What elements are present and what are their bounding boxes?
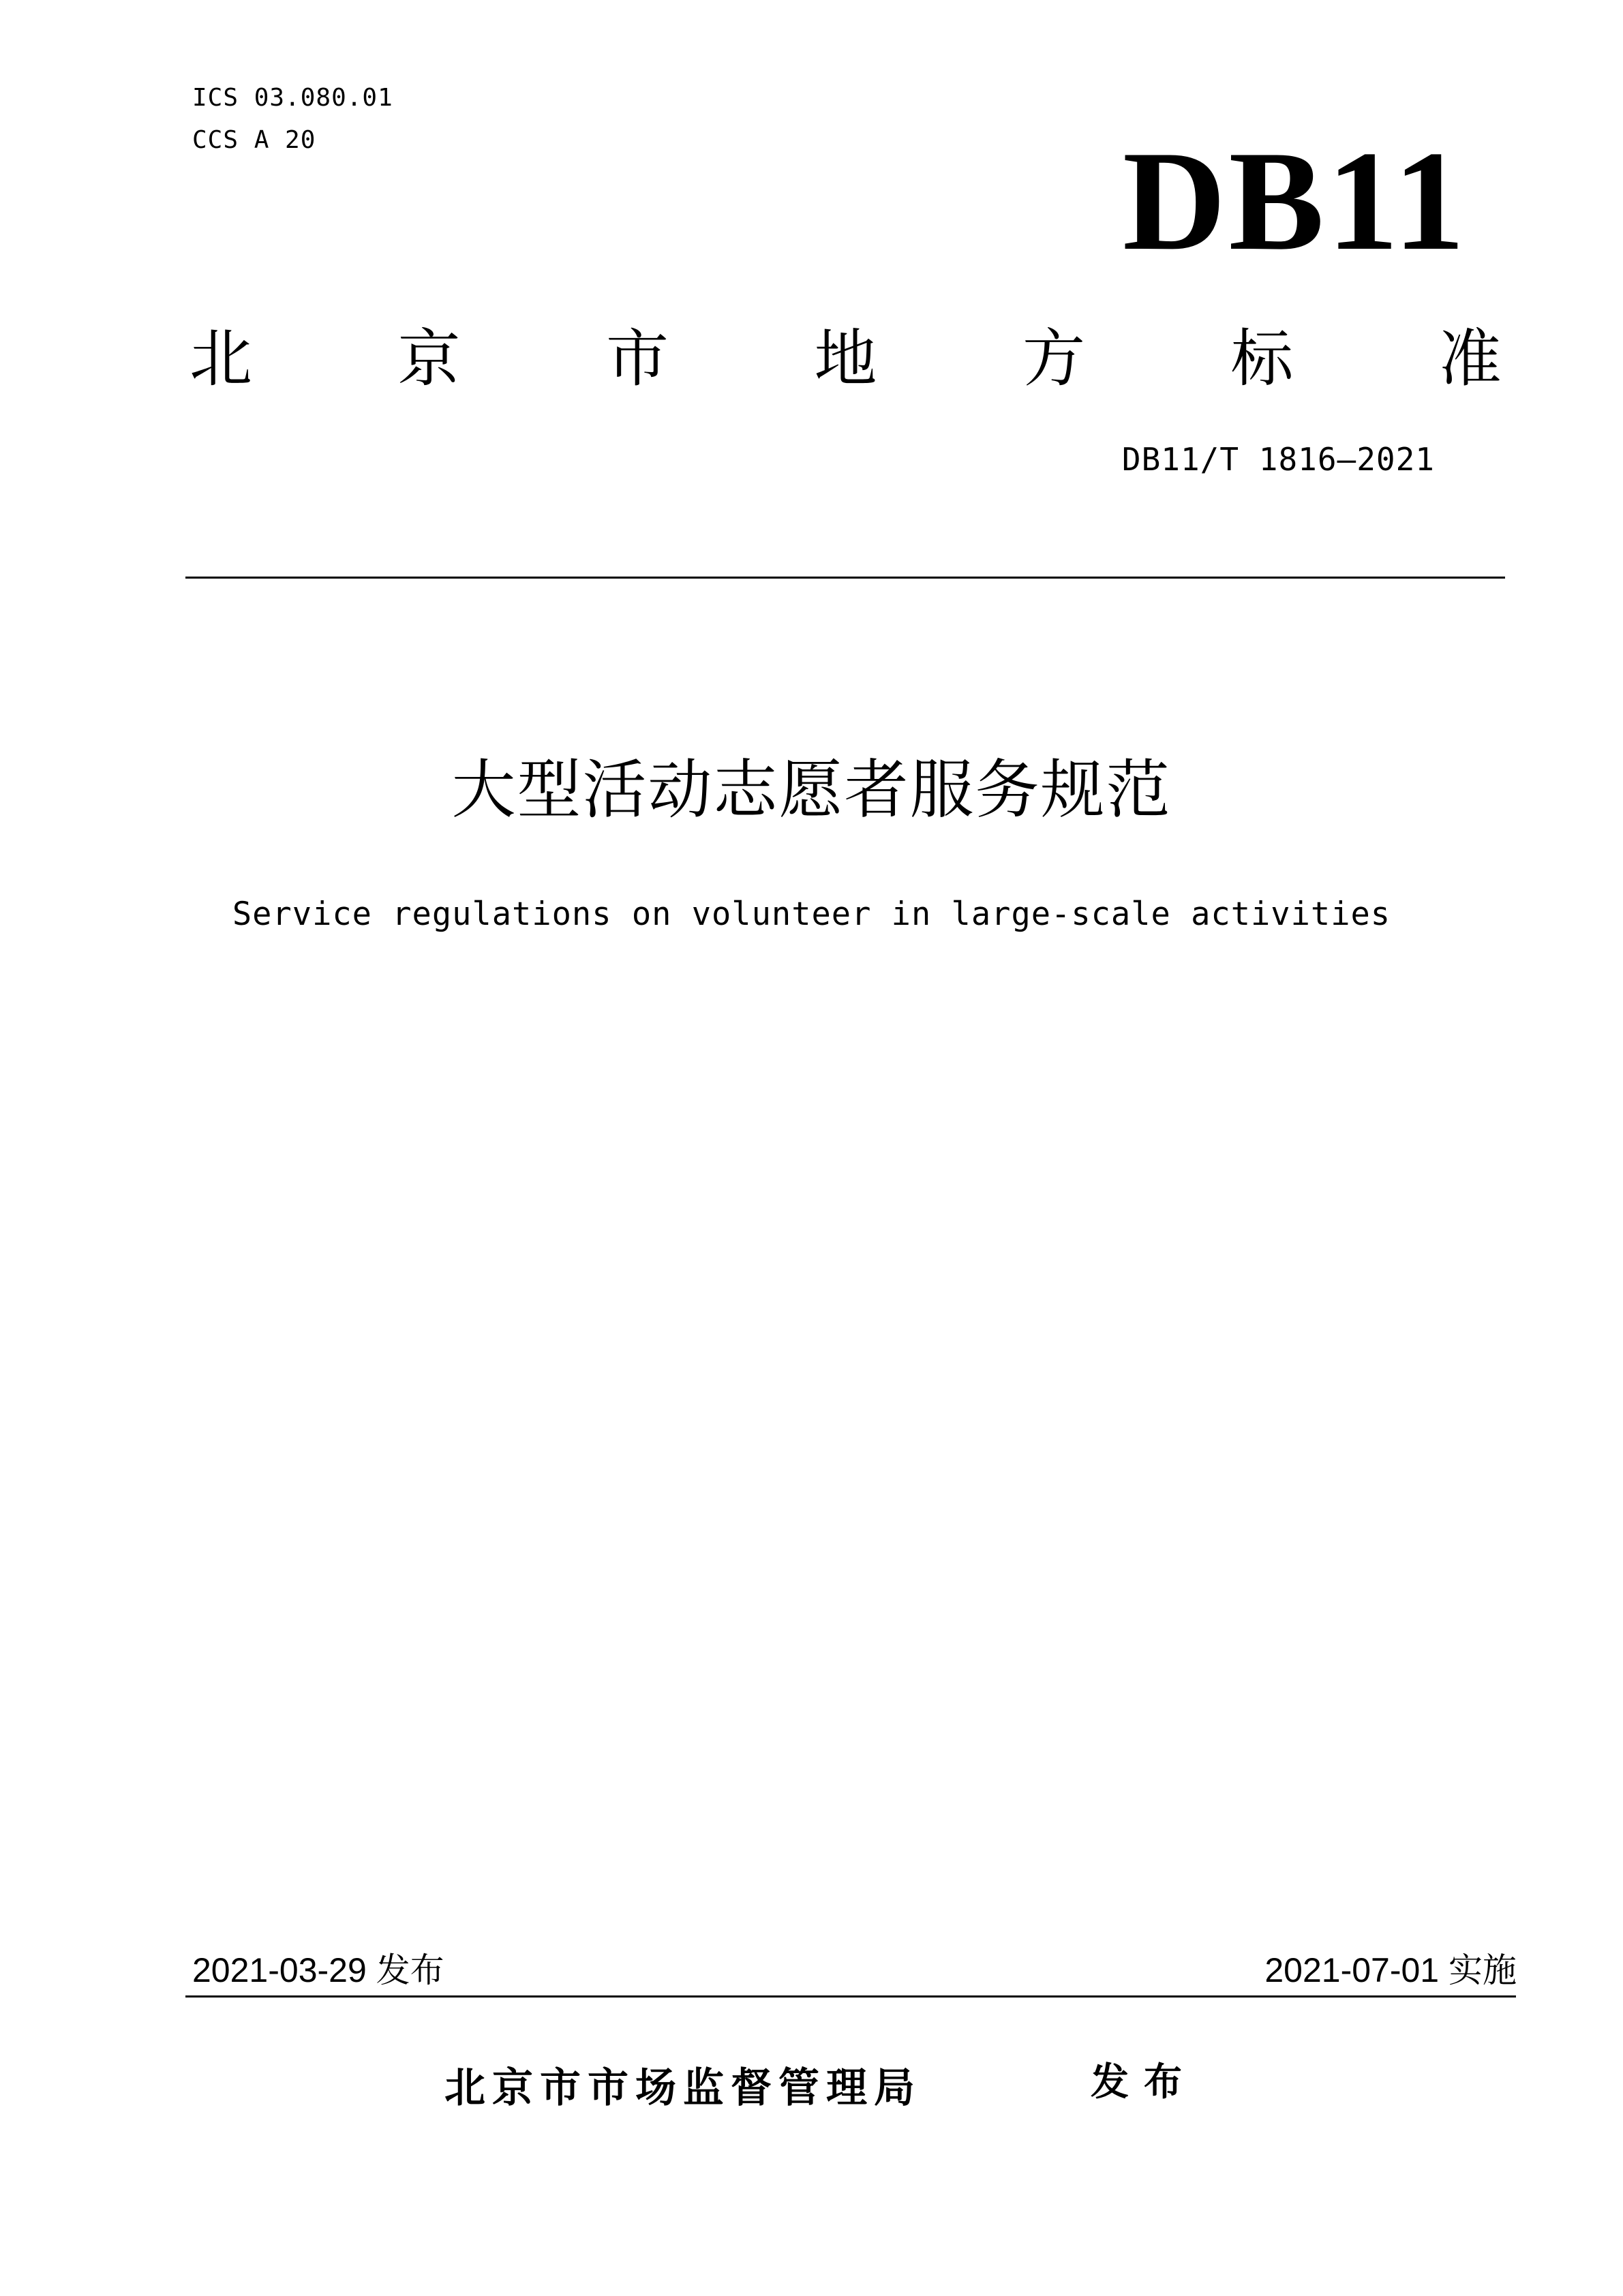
- standard-name-char: 市: [605, 322, 669, 395]
- footer-divider: [185, 1995, 1516, 1997]
- standard-number: DB11/T 1816—2021: [1121, 441, 1435, 478]
- ccs-code: CCS A 20: [192, 126, 316, 154]
- db-mark: DB11: [1122, 122, 1468, 280]
- issue-date: 2021-03-29 发布: [192, 1951, 444, 1989]
- publisher-name: 北京市市场监督管理局: [444, 2064, 922, 2112]
- standard-name-char: 标: [1230, 322, 1294, 395]
- publish-label: 发布: [1091, 2060, 1197, 2104]
- standard-name-char: 方: [1022, 322, 1085, 395]
- standard-name-char: 准: [1438, 322, 1502, 395]
- header-divider: [185, 577, 1505, 579]
- effective-date: 2021-07-01 实施: [1264, 1951, 1517, 1989]
- standard-category-title: [189, 315, 1502, 403]
- standard-name-char: 京: [397, 322, 461, 395]
- standard-name-char: 地: [814, 322, 877, 395]
- standard-name-char: 北: [189, 322, 253, 395]
- document-title-en: Service regulations on volunteer in large-scale activities: [232, 896, 1391, 933]
- ics-code: ICS 03.080.01: [192, 84, 393, 112]
- document-title-zh: 大型活动志愿者服务规范: [451, 753, 1172, 827]
